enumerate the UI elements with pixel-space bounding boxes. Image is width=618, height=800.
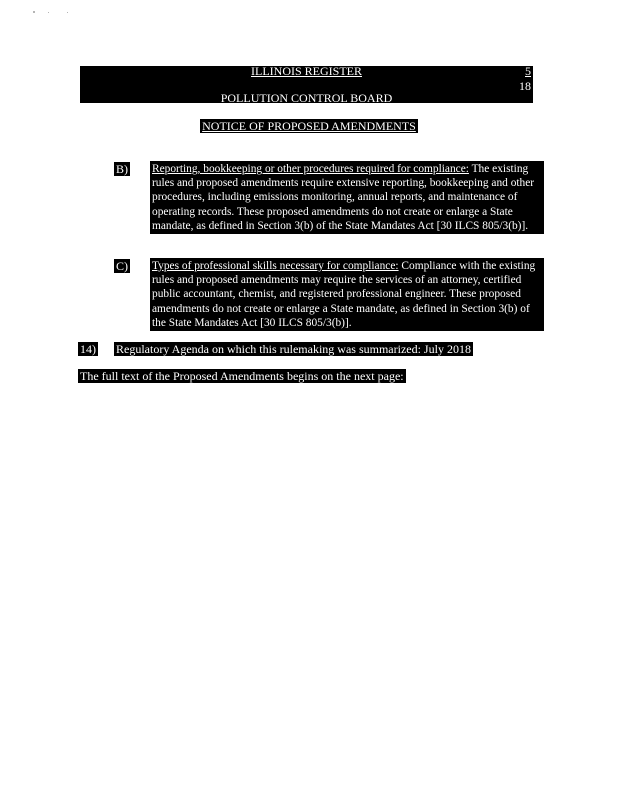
scan-speck (67, 12, 68, 13)
scan-speck (33, 11, 35, 13)
item-c-block (150, 258, 544, 331)
item-b-label: B) (116, 162, 128, 176)
item-b-heading: Reporting, bookkeeping or other procedures required for compliance: (152, 163, 469, 175)
board-name: POLLUTION CONTROL BOARD (220, 91, 393, 105)
closing-line: The full text of the Proposed Amendments begins on the next page: (80, 369, 404, 383)
item-b-block (150, 161, 544, 234)
item-b-body: The existing rules and proposed amendments require extensive reporting, bookkeeping and other procedures, including emissions monitoring, annual reports, and maintenance of operating records. These proposed amendments do not create or enlarge a State mandate, as defined in Section 3(b) of the State Mandates Act [30 ILCS 805/3(b)]. (152, 163, 535, 232)
item-14-text: Regulatory Agenda on which this rulemaking was summarized: July 2018 (116, 342, 471, 356)
item-14-number: 14) (80, 342, 96, 356)
register-title: ILLINOIS REGISTER (251, 64, 362, 78)
notice-title-text: NOTICE OF PROPOSED AMENDMENTS (202, 119, 416, 133)
notice-title (0, 120, 618, 133)
item-c-heading: Types of professional skills necessary for compliance: (152, 260, 399, 272)
item-c-label: C) (116, 259, 128, 273)
volume-number: 18 (519, 79, 531, 93)
item-c-body: Compliance with the existing rules and proposed amendments may require the services of an attorney, certified public accountant, chemist, and registered professional engineer. These proposed amendments do not create or enlarge a State mandate, as defined in Section 3(b) of the State Mandates Act [30 ILCS 805/3(b)]. (152, 260, 536, 329)
scan-speck (48, 12, 49, 13)
page-number: 5 (525, 64, 531, 78)
